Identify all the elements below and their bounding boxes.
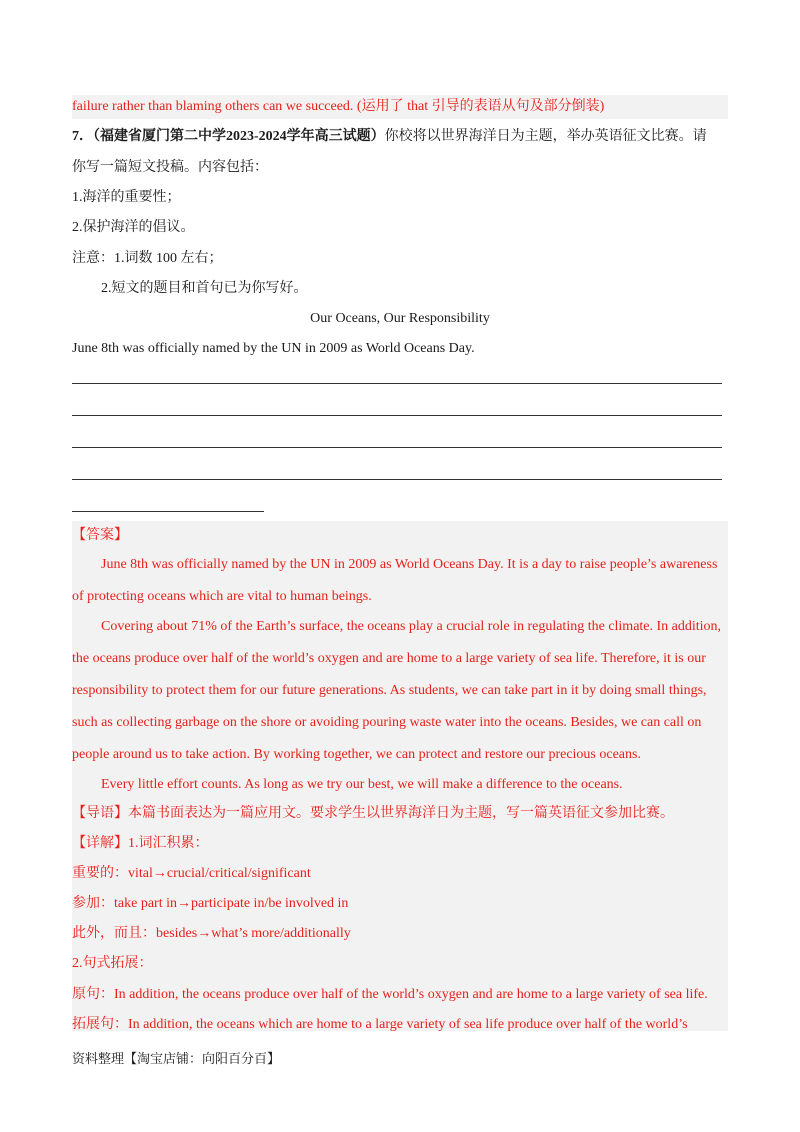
vocab-1: 重要的：vital→crucial/critical/significant — [72, 866, 311, 881]
detail-heading-2: 2.句式拓展： — [72, 956, 153, 971]
question-prompt-2: 你写一篇短文投稿。内容包括： — [72, 160, 268, 175]
answer-label: 【答案】 — [72, 528, 128, 543]
essay-title: Our Oceans, Our Responsibility — [310, 311, 490, 326]
question-point-2: 2.保护海洋的倡议。 — [72, 220, 195, 235]
question-line-1 — [72, 127, 707, 147]
question-note-1: 注意：1.词数 100 左右； — [72, 251, 223, 266]
footer-text: 资料整理【淘宝店铺：向阳百分百】 — [72, 1051, 281, 1066]
answer-p2-line-5: people around us to take action. By working together, we can protect and restore our precious oceans. — [72, 747, 641, 762]
question-note-2: 2.短文的题目和首句已为你写好。 — [101, 281, 308, 296]
detail-heading-1: 1.词汇积累： — [128, 836, 209, 851]
writing-line — [72, 447, 722, 448]
detail-line — [72, 834, 209, 854]
detail-label: 【详解】 — [72, 836, 128, 851]
guide-label: 【导语】 — [72, 806, 128, 821]
question-number: 7． — [72, 129, 93, 144]
original-sentence: 原句：In addition, the oceans produce over half of the world’s oxygen and are home to a large variety of sea life. — [72, 987, 708, 1002]
extended-sentence: 拓展句：In addition, the oceans which are home to a large variety of sea life produce over half of the world’s — [72, 1017, 688, 1032]
vocab-2: 参加：take part in→participate in/be involved in — [72, 896, 349, 911]
writing-line-short — [72, 511, 264, 512]
essay-first-sentence: June 8th was officially named by the UN in 2009 as World Oceans Day. — [72, 341, 475, 356]
previous-answer-line: failure rather than blaming others can we succeed. (运用了 that 引导的表语从句及部分倒装) — [72, 99, 605, 114]
writing-line — [72, 415, 722, 416]
answer-p1-line-2: of protecting oceans which are vital to human beings. — [72, 589, 372, 604]
answer-p2-line-4: such as collecting garbage on the shore or avoiding pouring waste water into the oceans. Besides, we can call on — [72, 715, 702, 730]
vocab-3: 此外，而且：besides→what’s more/additionally — [72, 926, 351, 941]
guide-text: 本篇书面表达为一篇应用文。要求学生以世界海洋日为主题，写一篇英语征文参加比赛。 — [128, 806, 674, 821]
question-source: （福建省厦门第二中学2023-2024学年高三试题） — [93, 129, 385, 144]
answer-p2-line-1: Covering about 71% of the Earth’s surface, the oceans play a crucial role in regulating the climate. In addition, — [101, 619, 722, 634]
answer-p1-line-1: June 8th was officially named by the UN in 2009 as World Oceans Day. It is a day to raise people’s awareness — [101, 557, 718, 572]
question-point-1: 1.海洋的重要性； — [72, 190, 181, 205]
answer-p2-line-3: responsibility to protect them for our future generations. As students, we can take part in it by doing small things, — [72, 683, 707, 698]
writing-line — [72, 479, 722, 480]
answer-p3-line-1: Every little effort counts. As long as we try our best, we will make a difference to the oceans. — [101, 777, 623, 792]
answer-p2-line-2: the oceans produce over half of the world’s oxygen and are home to a large variety of sea life. Therefore, it is our — [72, 651, 706, 666]
question-prompt-1: 你校将以世界海洋日为主题，举办英语征文比赛。请 — [384, 129, 707, 144]
guide-line — [72, 804, 674, 824]
writing-line — [72, 383, 722, 384]
